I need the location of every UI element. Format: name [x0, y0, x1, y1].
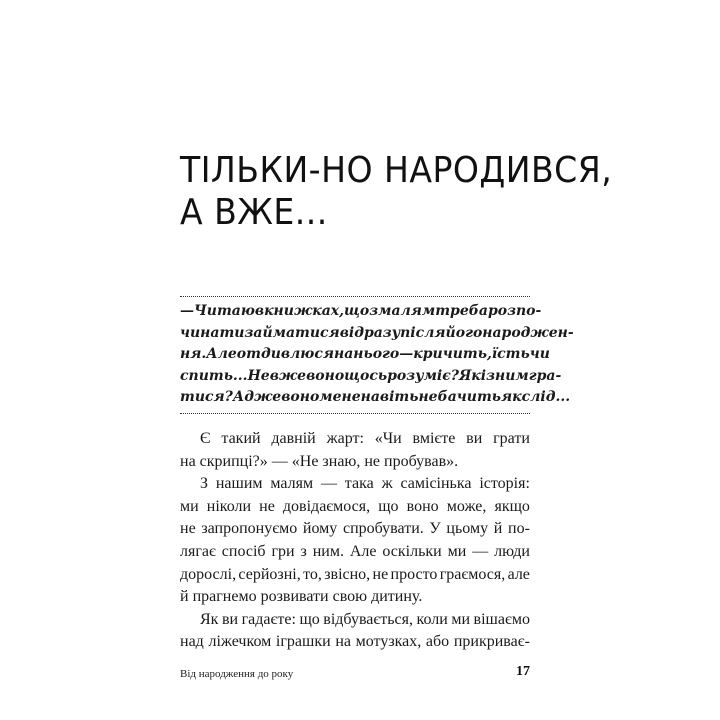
dotted-divider-top — [180, 296, 530, 297]
epigraph-quote — [180, 301, 574, 409]
paragraph-line: Є такий давній жарт: «Чи вмієте ви грати — [200, 430, 530, 447]
chapter-title — [180, 150, 613, 234]
paragraph-line: й прагнемо розвивати свою дитину. — [180, 588, 423, 606]
body-text — [180, 428, 530, 654]
quote-line: тися? Адже воно мене навіть не бачить як слід... — [180, 389, 571, 405]
running-footer-title: Від народження до року — [180, 668, 294, 680]
paragraph-line: над ліжечком іграшки на мотузках, або прикриває- — [180, 633, 530, 651]
chapter-title-line: ТІЛЬКИ-НО НАРОДИВСЯ, — [180, 150, 613, 191]
dotted-divider-bottom — [180, 413, 530, 414]
paragraph-line: ми ніколи не довідаємося, що воно може, якщо — [180, 497, 530, 515]
paragraph-line: на скрипці?» — «Не знаю, не пробував». — [180, 452, 459, 470]
paragraph-line: Як ви гадаєте: що відбувається, коли ми вішаємо — [200, 610, 530, 628]
paragraph-line: не запропонуємо йому спробувати. У цьому й по- — [180, 520, 530, 538]
quote-line: чинати займатися відразу після його народжен- — [180, 324, 574, 341]
paragraph-line: лягає спосіб гри з ним. Але оскільки ми — люди — [180, 542, 530, 560]
paragraph-line: З нашим малям — така ж самісінька історія: — [200, 475, 530, 493]
quote-line: спить... Невже воно щось розуміє? Як із ним гра- — [180, 367, 562, 384]
quote-line: ня. Але от дивлюся на нього — кричить, їсть чи — [180, 346, 550, 362]
chapter-title-line: А ВЖЕ... — [180, 192, 328, 233]
quote-line: — Читаю в книжках, що з малям треба розпо- — [180, 303, 542, 319]
paragraph-line: дорослі, серйозні, то, звісно, не просто граємося, але — [180, 565, 530, 583]
page-number: 17 — [516, 664, 530, 679]
